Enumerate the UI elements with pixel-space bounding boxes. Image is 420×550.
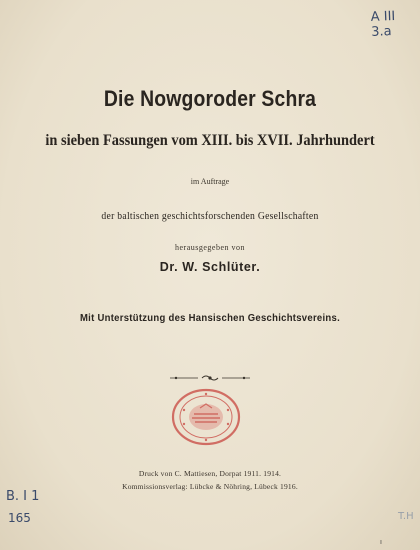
publisher-line: Kommissionsverlag: Lübcke & Nöhring, Lübeck 1916. <box>122 482 298 491</box>
commissioning-body: der baltischen geschichtsforschenden Gesellschaften <box>101 211 319 222</box>
book-subtitle: in sieben Fassungen vom XIII. bis XVII. Jahrhundert <box>45 132 375 149</box>
corner-mark: ı <box>380 538 382 546</box>
handwritten-initials: T.H <box>398 511 414 522</box>
library-stamp-icon <box>170 388 242 446</box>
handwritten-shelfmark-bottom: B. I 1 <box>6 489 40 504</box>
handwritten-number: 165 <box>8 511 31 525</box>
typographic-ornament-icon <box>168 373 252 383</box>
book-title: Die Nowgoroder Schra <box>103 86 317 111</box>
commission-line: im Auftrage <box>190 177 230 186</box>
printing-line: Druck von C. Mattiesen, Dorpat 1911. 1914. <box>138 469 282 478</box>
handwritten-shelfmark: A III 3.a <box>370 9 396 40</box>
editor-prefix: herausgegeben von <box>174 243 246 252</box>
support-line: Mit Unterstützung des Hansischen Geschichtsvereins. <box>79 313 341 324</box>
editor-name: Dr. W. Schlüter. <box>159 260 261 274</box>
